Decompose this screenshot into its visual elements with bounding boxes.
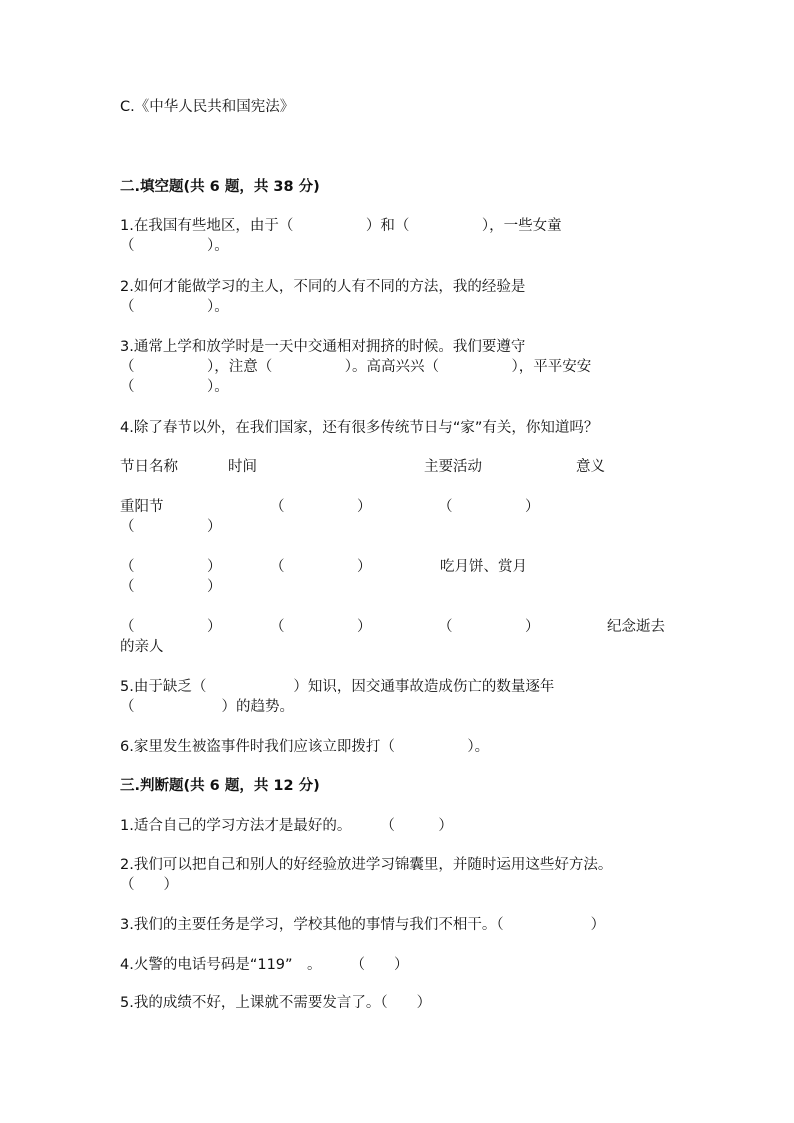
table-row2-meaning: （ ） [120,579,222,595]
table-row3-activity: （ ） [438,619,540,635]
q2-1-line1: 1.在我国有些地区，由于（ ）和（ ），一些女童 [120,218,562,234]
q2-2-line2: （ ）。 [120,299,229,315]
table-row1-meaning: （ ） [120,519,222,535]
q2-5-line2: （ ）的趋势。 [120,699,294,715]
section-3-heading: 三.判断题(共 6 题，共 12 分) [120,778,320,794]
table-row3-time: （ ） [270,619,372,635]
table-header-meaning: 意义 [576,459,605,475]
q2-1-line2: （ ）。 [120,238,229,254]
table-header-time: 时间 [228,459,257,475]
table-row2-time: （ ） [270,559,372,575]
table-row3-meaning-a: 纪念逝去 [607,619,665,635]
q2-5-line1: 5.由于缺乏（ ）知识，因交通事故造成伤亡的数量逐年 [120,679,555,695]
q2-4-line1: 4.除了春节以外，在我们国家，还有很多传统节日与“家”有关，你知道吗？ [120,420,599,436]
q3-5: 5.我的成绩不好，上课就不需要发言了。（ ） [120,995,432,1011]
table-row1-name: 重阳节 [120,499,164,515]
option-c: C.《中华人民共和国宪法》 [120,99,295,115]
q3-3: 3.我们的主要任务是学习，学校其他的事情与我们不相干。（ ） [120,917,606,933]
table-row1-activity: （ ） [438,499,540,515]
q3-1: 1.适合自己的学习方法才是最好的。 （ ） [120,818,453,834]
table-header-activity: 主要活动 [424,459,482,475]
q2-3-line1: 3.通常上学和放学时是一天中交通相对拥挤的时候。我们要遵守 [120,339,526,355]
q3-2-line2: （ ） [120,877,178,893]
q2-3-line2: （ ），注意（ ）。高高兴兴（ ），平平安安 [120,359,592,375]
table-row3-name: （ ） [120,619,222,635]
q3-4: 4.火警的电话号码是“119” 。 （ ） [120,957,409,973]
q3-2-line1: 2.我们可以把自己和别人的好经验放进学习锦囊里，并随时运用这些好方法。 [120,857,613,873]
section-2-heading: 二.填空题(共 6 题，共 38 分) [120,179,320,195]
q2-6-line1: 6.家里发生被盗事件时我们应该立即拨打（ ）。 [120,739,490,755]
table-row2-name: （ ） [120,559,222,575]
table-row3-meaning-b: 的亲人 [120,639,164,655]
table-header-name: 节日名称 [120,459,178,475]
table-row2-activity: 吃月饼、赏月 [440,559,527,575]
q2-3-line3: （ ）。 [120,379,229,395]
table-row1-time: （ ） [270,499,372,515]
q2-2-line1: 2.如何才能做学习的主人，不同的人有不同的方法，我的经验是 [120,279,526,295]
